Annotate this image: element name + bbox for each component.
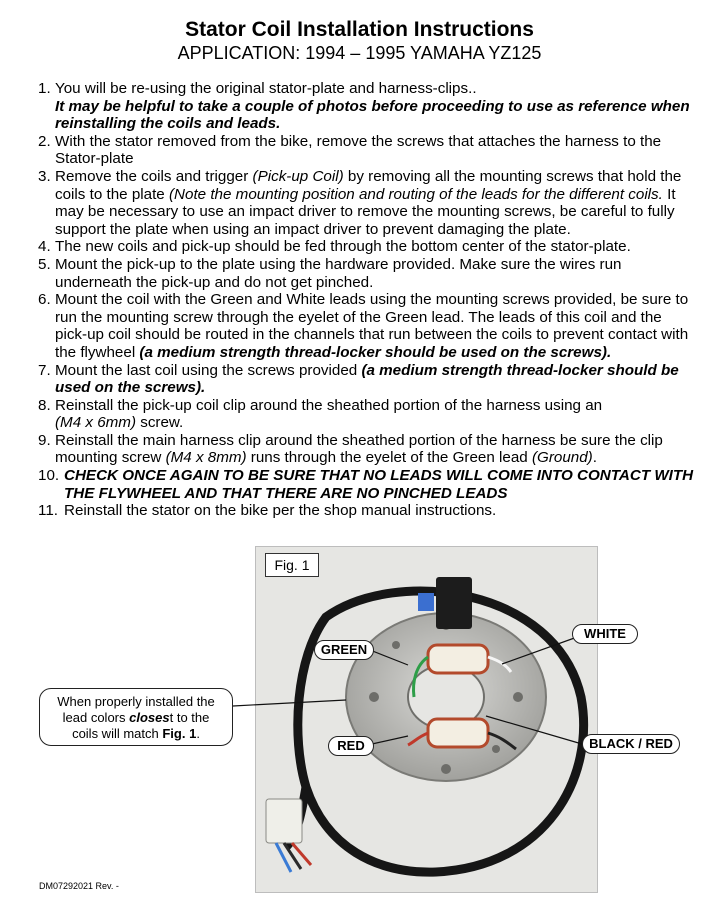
note-text: . [196,726,200,741]
step-number: 2. [38,132,51,150]
step-number: 3. [38,167,51,185]
page-subtitle: APPLICATION: 1994 – 1995 YAMAHA YZ125 [177,43,542,63]
step-text-run: (Ground) [531,449,593,467]
step-text-run: (M4 x 6mm) [55,414,136,432]
step-text-run: Mount the coil with the Green and White leads using the mounting screws provided, be sure to run the mounting screw through the eyelet of the Green lead. The leads of this coil and the pick-up coil should be routed in the channels that run between the coils to prevent contact with the flywheel [55,291,689,361]
step-text-run: screw. [136,414,184,432]
step-text-run: (a medium strength thread-locker should be used on the screws). [139,343,612,361]
step-number: 11. [38,502,58,520]
note-line-1: When properly installed the [57,694,215,709]
step-text-run: Mount the last coil using the screws provided [55,361,362,379]
step-number: 9. [38,431,51,449]
step-text-run: (Pick-up Coil) [252,167,344,185]
note-line-3 [40,726,232,742]
step-text-run: It may be helpful to take a couple of photos before proceeding to use as reference when reinstalling the coils and leads. [55,97,690,133]
step-text-run: (M4 x 8mm) [165,449,247,467]
step-number: 4. [38,238,51,256]
note-text: t to the [169,710,210,725]
note-emphasis: closes [129,710,170,725]
note-line-2 [40,710,232,726]
step-text-run: Reinstall the stator on the bike per the shop manual instructions. [64,502,497,520]
note-figure-ref: Fig. 1 [162,726,197,741]
note-text: coils will match [72,726,163,741]
step-text-run: You will be re-using the original stator-plate and harness-clips.. [55,80,477,97]
step-text-run: With the stator removed from the bike, remove the screws that attaches the harness to the Stator-plate [55,132,662,168]
step-number: 10. [38,467,60,485]
note-text: lead colors [62,710,130,725]
step-text-run: . [592,449,597,467]
step-number: 8. [38,396,51,414]
step-text-run: CHECK ONCE AGAIN TO BE SURE THAT NO LEADS WILL COME INTO CONTACT WITH THE FLYWHEEL AND THAT THERE ARE NO PINCHED LEADS [64,467,694,502]
callout-red: RED [328,736,374,756]
figure-label: Fig. 1 [265,553,319,577]
step-number: 5. [38,255,51,273]
step-text-run: The new coils and pick-up should be fed through the bottom center of the stator-plate. [55,238,631,256]
step-text-run: runs through the eyelet of the Green lead [246,449,532,467]
step-text-run: by removing all the mounting screws that hold the coils to the plate [55,167,682,203]
callout-green: GREEN [314,640,374,660]
document-id: DM07292021 Rev. - [39,881,119,891]
step-number: 7. [38,361,51,379]
step-text-run: Remove the coils and trigger [55,167,253,185]
step-text-run: (a medium strength thread-locker should be used on the screws). [55,361,679,397]
step-text-run: Mount the pick-up to the plate using the hardware provided. Make sure the wires run underneath the pick-up and do not get pinched. [55,255,622,291]
step-text-run: It may be necessary to use an impact driver to remove the mounting screws, be careful to fully support the plate when using an impact driver to prevent damaging the plate. [55,185,676,238]
step-number: 6. [38,291,51,309]
page-title: Stator Coil Installation Instructions [185,18,534,41]
callout-white: WHITE [572,624,638,644]
installation-note [39,688,233,746]
step-text-run: Reinstall the pick-up coil clip around the sheathed portion of the harness using an [55,396,603,414]
step-number: 1. [38,80,51,97]
step-text-run: (Note the mounting position and routing of the leads for the different coils. [168,185,663,203]
step-text-run: Reinstall the main harness clip around the sheathed portion of the harness be sure the clip mounting screw [55,431,663,467]
callout-black-red: BLACK / RED [582,734,680,754]
